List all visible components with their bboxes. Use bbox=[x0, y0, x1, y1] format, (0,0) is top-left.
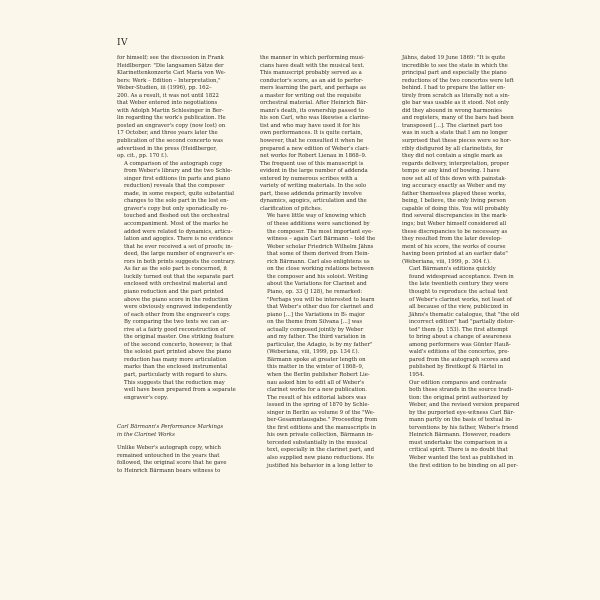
text-line: tist and who may have used it for his bbox=[260, 122, 360, 129]
text-line: bers: Werk – Edition – Interpretation," bbox=[117, 77, 221, 84]
text-line: of the second concerto, however, is that bbox=[124, 341, 233, 348]
text-line: deed, the large number of engraver's er- bbox=[124, 251, 235, 258]
text-line: advertised in the press (Heidlberger, bbox=[117, 145, 217, 152]
text-line: behind. I had to prepare the latter en- bbox=[402, 85, 506, 92]
paragraph bbox=[260, 213, 394, 356]
text-line: the first edition to be binding on all per- bbox=[409, 462, 518, 469]
text-line: Piano, op. 33 (J 128), he remarked: bbox=[267, 288, 363, 295]
text-line: to bring about a change of awareness bbox=[409, 334, 512, 341]
text-line: pared from the autograph scores and bbox=[409, 356, 511, 363]
text-line: Our edition compares and contrasts bbox=[409, 379, 507, 386]
text-line: net works for Robert Lienau in 1868–9. bbox=[260, 153, 367, 160]
text-line: tirely from scratch as literally not a sin- bbox=[402, 92, 510, 99]
text-line: critical spirit. There is no doubt that bbox=[409, 447, 508, 454]
text-line: rive at a fairly good reconstruction of bbox=[124, 326, 226, 333]
text-line: his son Carl, who was likewise a clarine- bbox=[260, 115, 370, 122]
text-line: Bärmann spoke at greater length on bbox=[267, 356, 366, 363]
text-line: variety of writing materials. In the solo bbox=[260, 183, 367, 190]
text-line: in the Clarinet Works bbox=[117, 431, 175, 438]
text-line: remained untouched in the years that bbox=[117, 452, 220, 459]
text-line: by the purported eye-witness Carl Bär- bbox=[409, 409, 515, 416]
text-line: mers learning the part, and perhaps as bbox=[260, 85, 367, 92]
text-line: cians have dealt with the musical text. bbox=[260, 62, 365, 69]
text-line: to Heinrich Bärmann bears witness to bbox=[117, 467, 221, 474]
text-line: all because of the view, publicized in bbox=[409, 304, 509, 311]
text-line: surprised that these pieces were so hor- bbox=[402, 138, 512, 145]
text-line: being, I believe, the only living person bbox=[402, 198, 506, 205]
text-line: tempo or any kind of bowing. I have bbox=[402, 168, 500, 175]
text-line: A comparison of the autograph copy bbox=[124, 160, 223, 167]
text-line: posted an engraver's copy (now lost) on bbox=[117, 122, 226, 129]
text-line: ment of his score, the works of course bbox=[402, 243, 506, 250]
text-line: followed, the original score that he gave bbox=[117, 460, 227, 467]
text-line: ings; but Weber himself considered all bbox=[402, 221, 507, 228]
text-line: of each other from the engraver's copy. bbox=[124, 311, 231, 318]
text-line: reductions of the two concertos were left bbox=[402, 77, 514, 84]
text-line: Jähns's thematic catalogue, that "the old bbox=[409, 311, 520, 318]
text-line: reduction) reveals that the composer bbox=[124, 183, 225, 190]
text-line: mann partly on the basis of textual in- bbox=[409, 417, 513, 424]
text-line: from Weber's library and the two Schle- bbox=[124, 168, 233, 175]
text-line: dynamics, agogics, articulation and the bbox=[260, 198, 367, 205]
text-line: Carl Bärmann's editions quickly bbox=[409, 266, 496, 273]
text-line: part, particularly with regard to slurs. bbox=[124, 371, 228, 378]
text-line: clarinet works for a new publication. bbox=[267, 387, 367, 394]
text-line: they did not contain a single mark as bbox=[402, 153, 503, 160]
text-line: evident in the large number of addenda bbox=[260, 168, 368, 175]
text-line: found widespread acceptance. Even in bbox=[409, 273, 514, 280]
text-line: "Perhaps you will be interested to learn bbox=[267, 296, 375, 303]
paragraph bbox=[260, 357, 394, 470]
text-line: wald's editions of the concertos, pre- bbox=[409, 349, 510, 356]
text-line: that he ever received a set of proofs; in- bbox=[124, 243, 233, 250]
text-line: The result of his editorial labors was bbox=[267, 394, 367, 401]
text-line: 1954. bbox=[409, 371, 425, 378]
text-line: published by Breitkopf & Härtel in bbox=[409, 364, 504, 371]
paragraph bbox=[402, 380, 536, 471]
text-line: thought to reproduce the actual text bbox=[409, 288, 508, 295]
text-line: graver's copy but only sporadically re- bbox=[124, 205, 229, 212]
text-line: both these strands in the source tradi- bbox=[409, 387, 514, 394]
text-line: rich Bärmann. Carl also enlightens us bbox=[267, 258, 370, 265]
text-line: (Weberiana, viii, 1999, p. 304 f.). bbox=[402, 258, 491, 265]
text-line: capable of doing this. You will probably bbox=[402, 205, 509, 212]
text-line: Heidlberger: "Die langsamen Sätze der bbox=[117, 62, 224, 69]
paragraph bbox=[402, 55, 536, 266]
text-line: text, especially in the clarinet part, and bbox=[267, 447, 375, 454]
text-line: entered by numerous scribes with a bbox=[260, 175, 358, 182]
text-line: however, that he consulted it when he bbox=[260, 138, 364, 145]
text-line: actually composed jointly by Weber bbox=[267, 326, 364, 333]
text-line: regards delivery, interpretation, proper bbox=[402, 160, 509, 167]
text-line: incredible to see the state in which the bbox=[402, 62, 508, 69]
paragraph bbox=[117, 55, 251, 161]
text-line: the first editions and the manuscripts in bbox=[267, 424, 376, 431]
text-line: accompaniment. Most of the marks he bbox=[124, 221, 229, 228]
text-line: ing accuracy exactly as Weber and my bbox=[402, 183, 506, 190]
text-column-3 bbox=[402, 55, 536, 470]
text-line: reduction has many more articulation bbox=[124, 356, 227, 363]
text-line: conductor's score, as an aid to perfor- bbox=[260, 77, 364, 84]
text-line: the soloist part printed above the piano bbox=[124, 349, 232, 356]
text-line: about the Variations for Clarinet and bbox=[267, 281, 367, 288]
text-line: must undertake the comparison in a bbox=[409, 439, 508, 446]
text-line: This manuscript probably served as a bbox=[260, 70, 362, 77]
text-line: gle bar was usable as it stood. Not only bbox=[402, 100, 509, 107]
text-line: was in such a state that I am no longer bbox=[402, 130, 508, 137]
text-line: on the close working relations between bbox=[267, 266, 374, 273]
text-line: mann's death, its ownership passed to bbox=[260, 107, 364, 114]
text-column-2 bbox=[260, 55, 394, 470]
text-line: changes to the solo part in the lost en- bbox=[124, 198, 229, 205]
text-line: on the theme from Silvana [...] was bbox=[267, 319, 363, 326]
text-line: also supplied new piano reductions. He bbox=[267, 454, 374, 461]
text-line: for himself; see the discussion in Frank bbox=[117, 55, 224, 61]
text-line: that some of them derived from Hein- bbox=[267, 251, 370, 258]
text-line: marks than the enclosed instrumental bbox=[124, 364, 228, 371]
text-line: that Weber entered into negotiations bbox=[117, 100, 218, 107]
text-line: 17 October, and three years later the bbox=[117, 130, 218, 137]
text-line: orchestral material. After Heinrich Bär- bbox=[260, 100, 368, 107]
text-line: luckily turned out that the separate part bbox=[124, 273, 234, 280]
text-line: and registers, many of the bars had been bbox=[402, 115, 514, 122]
text-line: were obviously engraved independently bbox=[124, 304, 233, 311]
text-line: the original master. One striking feature bbox=[124, 334, 234, 341]
text-line: added were related to dynamics, articu- bbox=[124, 228, 233, 235]
text-line: they resulted from the later develop- bbox=[402, 236, 502, 243]
text-line: prepared a new edition of Weber's clari- bbox=[260, 145, 369, 152]
text-line: piano [...] the Variations in B♭ major bbox=[267, 311, 365, 318]
text-line: enclosed with orchestral material and bbox=[124, 281, 227, 288]
text-line: 200. As a result, it was not until 1822 bbox=[117, 92, 219, 99]
text-line: that Weber's other duo for clarinet and bbox=[267, 304, 373, 311]
text-line: By comparing the two texts we can ar- bbox=[124, 319, 229, 326]
paragraph bbox=[117, 445, 251, 475]
text-line: these discrepancies to be necessary as bbox=[402, 228, 508, 235]
text-line: the manner in which performing musi- bbox=[260, 55, 365, 61]
text-line: witness – again Carl Bärmann – told the bbox=[267, 236, 376, 243]
text-line: did they abound in wrong harmonies bbox=[402, 107, 502, 114]
text-line: nau asked him to edit all of Weber's bbox=[267, 379, 365, 386]
text-line: principal part and especially the piano bbox=[402, 70, 507, 77]
section-heading bbox=[117, 424, 251, 439]
text-line: when the Berlin publisher Robert Lie- bbox=[267, 371, 370, 378]
text-line: the composer. The most important eye- bbox=[267, 228, 374, 235]
text-line: Unlike Weber's autograph copy, which bbox=[117, 445, 221, 452]
text-line: Weber, and the revised version prepared bbox=[409, 402, 520, 409]
text-line: of Weber's clarinet works, not least of bbox=[409, 296, 512, 303]
text-line: transposed [...]. The clarinet part too bbox=[402, 122, 503, 129]
text-line: terceded substantially in the musical bbox=[267, 439, 368, 446]
text-line: singer in Berlin as volume 9 of the "We- bbox=[267, 409, 375, 416]
text-column-1 bbox=[117, 55, 251, 475]
text-line: justified his behavior in a long letter to bbox=[267, 462, 373, 469]
text-line: with Adolph Martin Schlesinger in Ber- bbox=[117, 107, 224, 114]
text-line: particular, the Adagio, is by my father" bbox=[267, 341, 373, 348]
text-line: terventions by his father, Weber's friend bbox=[409, 424, 518, 431]
text-line: rors in both prints suggests the contrary. bbox=[124, 258, 236, 265]
text-line: ribly disfigured by all clarinetists, for bbox=[402, 145, 504, 152]
text-line: publication of the second concerto was bbox=[117, 138, 224, 145]
text-line: the late twentieth century they were bbox=[409, 281, 509, 288]
text-line: Weber wanted the text as published in bbox=[409, 454, 514, 461]
text-line: made, in some respect, quite substantial bbox=[124, 190, 235, 197]
paragraph bbox=[117, 161, 251, 403]
text-line: touched and fleshed out the orchestral bbox=[124, 213, 230, 220]
text-line: of these additions were sanctioned by bbox=[267, 221, 370, 228]
text-line: ted" them (p. 153). The first attempt bbox=[409, 326, 508, 333]
paragraph bbox=[402, 266, 536, 379]
paragraph bbox=[260, 55, 394, 213]
text-line: a master for writing out the requisite bbox=[260, 92, 362, 99]
text-line: find several discrepancies in the mark- bbox=[402, 213, 508, 220]
text-line: lation and agogics. There is no evidence bbox=[124, 236, 234, 243]
text-line: own performances. It is quite certain, bbox=[260, 130, 363, 137]
text-line: This suggests that the reduction may bbox=[124, 379, 225, 386]
text-line: the composer and his soloist. Writing bbox=[267, 273, 368, 280]
text-line: now set all of this down with painstak- bbox=[402, 175, 507, 182]
text-line: ber-Gesammtausgabe." Proceeding from bbox=[267, 417, 378, 424]
text-line: above the piano score in the reduction bbox=[124, 296, 229, 303]
text-line: piano reduction and the part printed bbox=[124, 288, 224, 295]
text-line: The frequent use of this manuscript is bbox=[260, 160, 364, 167]
text-line: tion: the original print authorized by bbox=[409, 394, 509, 401]
text-line: Weber scholar Friedrich Wilhelm Jähns bbox=[267, 243, 374, 250]
text-line: having been printed at an earlier date" bbox=[402, 251, 508, 258]
text-line: and my father. The third variation in bbox=[267, 334, 366, 341]
text-line: this matter in the winter of 1868–9, bbox=[267, 364, 364, 371]
text-line: Weber-Studien, iii (1996), pp. 162– bbox=[117, 85, 212, 92]
text-line: op. cit., pp. 170 f.). bbox=[117, 153, 169, 160]
text-line: As far as the solo part is concerned, it bbox=[124, 266, 228, 273]
text-line: lin regarding the work's publication. He bbox=[117, 115, 226, 122]
text-line: Klarinettenkonzerte Carl Maria von We- bbox=[117, 70, 226, 77]
text-line: father themselves played these works, bbox=[402, 190, 507, 197]
text-line: Heinrich Bärmann. However, readers bbox=[409, 432, 511, 439]
text-line: (Weberiana, viii, 1999, pp. 134 f.). bbox=[267, 349, 360, 356]
text-line: Jähns, dated 19 June 1869: "It is quite bbox=[402, 55, 506, 61]
text-line: well have been prepared from a separate bbox=[124, 387, 236, 394]
page-number: IV bbox=[117, 38, 129, 48]
text-line: part, these addenda primarily involve bbox=[260, 190, 362, 197]
text-line: clarification of pitches. bbox=[260, 205, 323, 212]
text-line: engraver's copy. bbox=[124, 394, 169, 401]
text-line: issued in the spring of 1870 by Schle- bbox=[267, 402, 370, 409]
text-line: incorrect edition" had "partially distor- bbox=[409, 319, 515, 326]
text-line: singer first editions (in parts and piano bbox=[124, 175, 231, 182]
text-line: among performers was Günter Hauß- bbox=[409, 341, 511, 348]
text-line: Carl Bärmann's Performance Markings bbox=[117, 424, 224, 431]
text-line: his own private collection, Bärmann in- bbox=[267, 432, 374, 439]
text-line: We have little way of knowing which bbox=[267, 213, 366, 220]
